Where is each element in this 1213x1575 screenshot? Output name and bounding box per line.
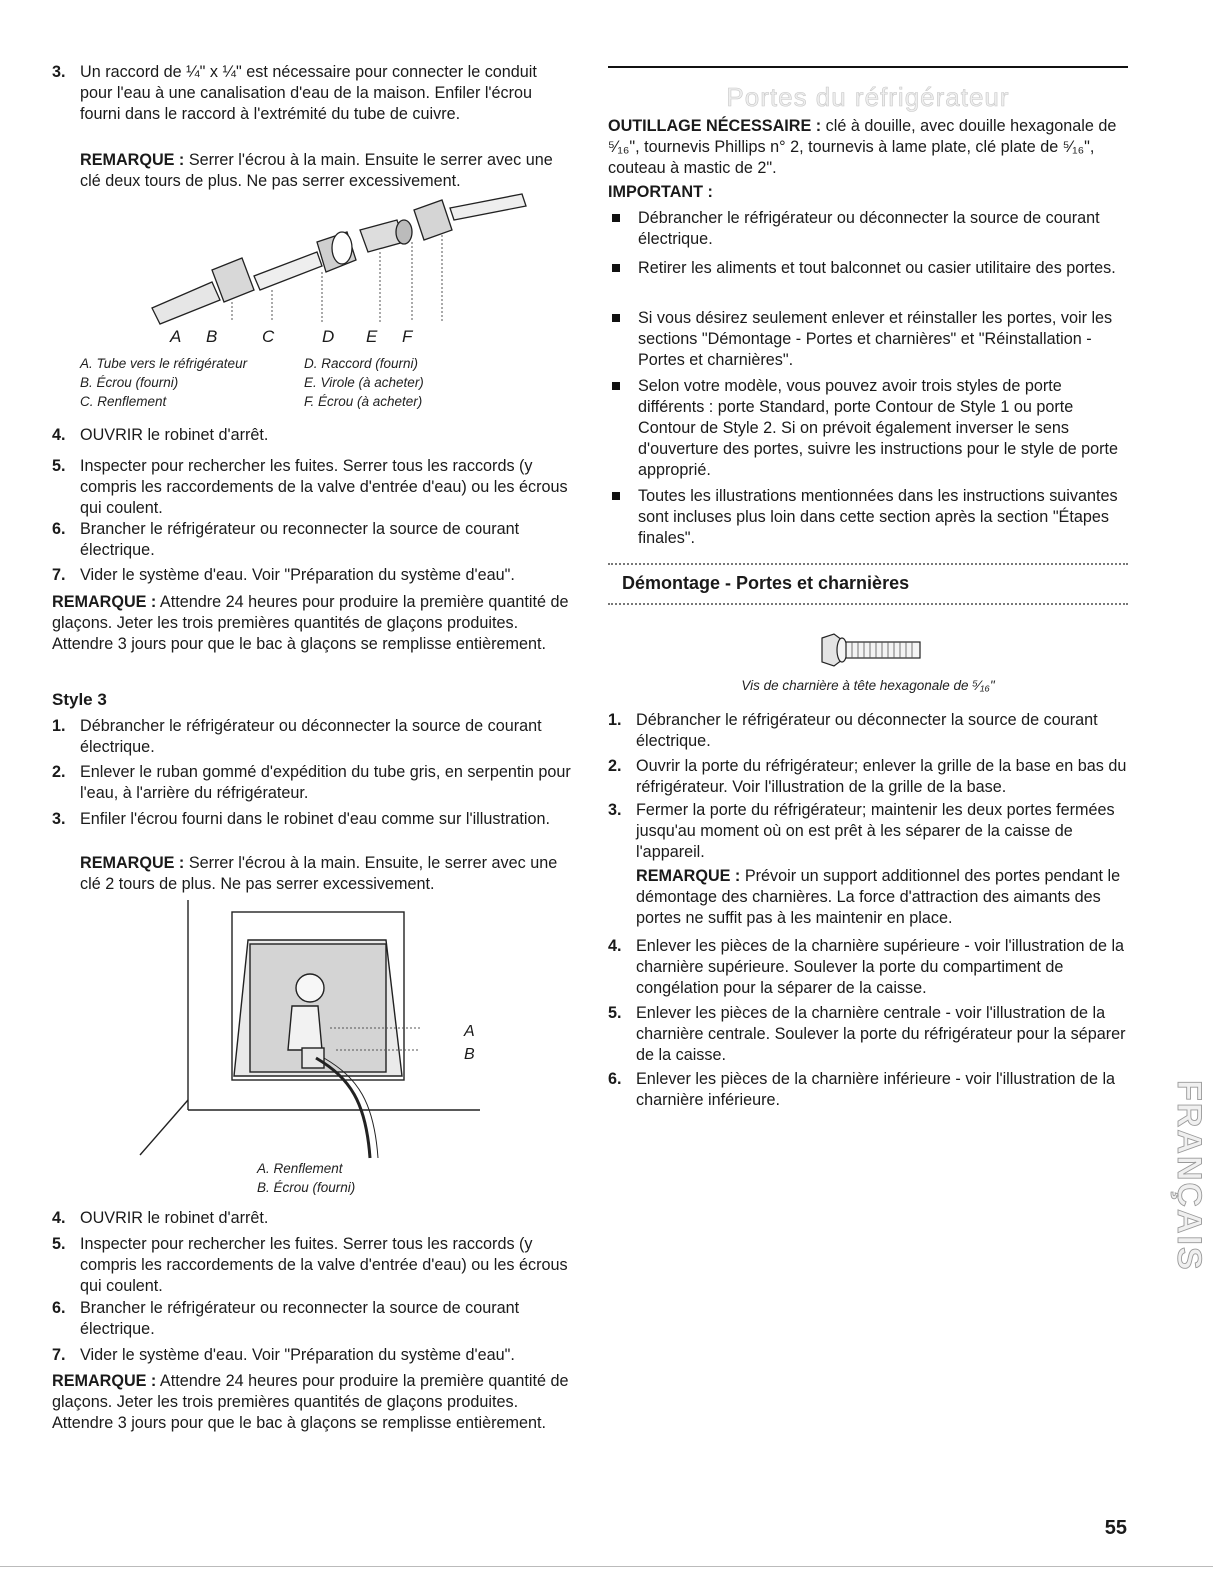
step-6b: [52, 1298, 572, 1340]
section-top-rule: [608, 66, 1128, 68]
caption-f: F. Écrou (à acheter): [304, 394, 423, 409]
step-number: 3.: [52, 63, 66, 81]
note-label: REMARQUE :: [52, 1372, 157, 1390]
step-number: 2.: [608, 757, 622, 775]
caption-b: B. Écrou (fourni): [80, 375, 179, 390]
step-number: 5.: [52, 457, 66, 475]
subheading-bottom-divider: [608, 603, 1128, 605]
step-text: Ouvrir la porte du réfrigérateur; enlever la grille de la base en bas du réfrigérateur. Voir l'illustration de la grille de la base.: [636, 757, 1127, 796]
letter-c: C: [262, 327, 275, 346]
step-7a: [52, 565, 572, 586]
important-label: IMPORTANT :: [608, 183, 713, 201]
figure-2-letter-b: B: [464, 1046, 475, 1063]
disassembly-step-5: [608, 1003, 1128, 1066]
note-text: Serrer l'écrou à la main. Ensuite le serrer avec une clé deux tours de plus. Ne pas serrer excessivement.: [80, 151, 553, 190]
step-text: Un raccord de ¼" x ¼" est nécessaire pour connecter le conduit pour l'eau à une canalisation d'eau de la maison. Enfiler l'écrou fourni dans le raccord à l'extrémité du tube de cuivre.: [80, 63, 537, 123]
step-number: 7.: [52, 1346, 66, 1364]
bullet-item: [608, 486, 1128, 549]
step-text: Brancher le réfrigérateur ou reconnecter la source de courant électrique.: [80, 520, 520, 559]
step-number: 3.: [52, 810, 66, 828]
note-text: Attendre 24 heures pour produire la première quantité de glaçons. Jeter les trois premières quantités de glaçons produites. Attendre 3 jours pour que le bac à glaçons se remplisse entièrement.: [52, 593, 569, 653]
letter-a: A: [170, 327, 182, 346]
step-5b: [52, 1234, 572, 1297]
step-3-connection: [52, 62, 572, 125]
bullet-square: [612, 382, 620, 390]
step-text: Inspecter pour rechercher les fuites. Serrer tous les raccords (y compris les raccordements de la valve d'entrée d'eau) ou les écrous qui coulent.: [80, 457, 568, 517]
style3-step-2: [52, 762, 572, 804]
note-label: REMARQUE :: [80, 151, 185, 169]
disassembly-step-4: [608, 936, 1128, 999]
style-3-heading: Style 3: [52, 690, 107, 709]
caption-renflement: A. Renflement: [257, 1161, 343, 1176]
step-text: Brancher le réfrigérateur ou reconnecter la source de courant électrique.: [80, 1299, 520, 1338]
step-number: 1.: [52, 717, 66, 735]
step-4b: [52, 1208, 572, 1229]
disassembly-step-2: [608, 756, 1128, 798]
note-text: Attendre 24 heures pour produire la première quantité de glaçons. Jeter les trois premières quantités de glaçons produites. Attendre 3 jours pour que le bac à glaçons se remplisse entièrement.: [52, 1372, 569, 1432]
step-5a: [52, 456, 572, 519]
step-number: 6.: [52, 1299, 66, 1317]
note-text: Prévoir un support additionnel des portes pendant le démontage des charnières. La force d'attraction des aimants des portes ne suffit pas à les maintenir en place.: [636, 867, 1121, 927]
section-title: Portes du réfrigérateur: [726, 82, 1010, 112]
step-number: 6.: [608, 1070, 622, 1088]
caption-a: A. Tube vers le réfrigérateur: [80, 356, 248, 371]
step-text: Enlever les pièces de la charnière supérieure - voir l'illustration de la charnière supérieure. Soulever la porte du compartiment de congélation pour la séparer de la caisse.: [636, 937, 1125, 997]
bullet-square: [612, 264, 620, 272]
note-label: REMARQUE :: [52, 593, 157, 611]
step-text: Débrancher le réfrigérateur ou déconnecter la source de courant électrique.: [80, 717, 542, 756]
bullet-square: [612, 492, 620, 500]
letter-e: E: [366, 327, 378, 346]
bullet-text: Débrancher le réfrigérateur ou déconnecter la source de courant électrique.: [638, 209, 1100, 248]
screw-caption: Vis de charnière à tête hexagonale de ⁵⁄₁₆": [741, 678, 995, 693]
note-door-support: [636, 866, 1128, 929]
caption-ecrou: B. Écrou (fourni): [257, 1180, 356, 1195]
step-number: 5.: [52, 1235, 66, 1253]
tools-text: clé à douille, avec douille hexagonale de ⁵⁄₁₆", tournevis Phillips n° 2, tournevis à lame plate, clé plate de ⁵⁄₁₆", couteau à mastic de 2".: [608, 117, 1117, 177]
bullet-item: [608, 308, 1128, 371]
note-tighten-1: [80, 150, 572, 192]
water-valve-box-illustration: [140, 900, 480, 1160]
bullet-text: Retirer les aliments et tout balconnet ou casier utilitaire des portes.: [638, 259, 1116, 277]
caption-d: D. Raccord (fourni): [304, 356, 419, 371]
disassembly-step-3: [608, 800, 1128, 863]
letter-d: D: [322, 327, 335, 346]
step-number: 4.: [52, 1209, 66, 1227]
caption-c: C. Renflement: [80, 394, 167, 409]
bullet-text: Toutes les illustrations mentionnées dans les instructions suivantes sont incluses plus loin dans cette section après la section "Étapes finales".: [638, 487, 1118, 547]
step-number: 4.: [52, 426, 66, 444]
step-text: Enlever les pièces de la charnière centrale - voir l'illustration de la charnière centrale. Soulever la porte du réfrigérateur pour la séparer de la caisse.: [636, 1004, 1126, 1064]
step-number: 3.: [608, 801, 622, 819]
step-number: 7.: [52, 566, 66, 584]
bullet-text: Selon votre modèle, vous pouvez avoir trois styles de porte différents : porte Standard, porte Contour de Style 1 ou porte Contour de Style 2. Si on prévoit également inverser le sens d'ouverture des portes, suivre les instructions pour le style de porte approprié.: [638, 377, 1118, 479]
style3-step-1: [52, 716, 572, 758]
step-6a: [52, 519, 572, 561]
step-text: Enfiler l'écrou fourni dans le robinet d'eau comme sur l'illustration.: [80, 810, 550, 828]
tools-required: [608, 116, 1128, 179]
step-text: Débrancher le réfrigérateur ou déconnecter la source de courant électrique.: [636, 711, 1098, 750]
letter-f: F: [402, 327, 413, 346]
step-text: Inspecter pour rechercher les fuites. Serrer tous les raccords (y compris les raccordements de la valve d'entrée d'eau) ou les écrous qui coulent.: [80, 1235, 568, 1295]
compression-fitting-illustration: [142, 190, 542, 330]
note-text: Serrer l'écrou à la main. Ensuite, le serrer avec une clé 2 tours de plus. Ne pas serrer excessivement.: [80, 854, 558, 893]
step-text: OUVRIR le robinet d'arrêt.: [80, 426, 269, 444]
step-text: Enlever les pièces de la charnière inférieure - voir l'illustration de la charnière inférieure.: [636, 1070, 1116, 1109]
step-number: 1.: [608, 711, 622, 729]
note-label: REMARQUE :: [80, 854, 185, 872]
step-number: 2.: [52, 763, 66, 781]
note-label: REMARQUE :: [636, 867, 741, 885]
style3-step-3: [52, 809, 572, 830]
step-number: 6.: [52, 520, 66, 538]
disassembly-step-6: [608, 1069, 1128, 1111]
step-text: Vider le système d'eau. Voir "Préparation du système d'eau".: [80, 1346, 515, 1364]
page-number: 55: [1104, 1517, 1127, 1539]
step-text: Enlever le ruban gommé d'expédition du tube gris, en serpentin pour l'eau, à l'arrière du réfrigérateur.: [80, 763, 571, 802]
language-side-tab: [1150, 1080, 1208, 1360]
step-text: Vider le système d'eau. Voir "Préparation du système d'eau".: [80, 566, 515, 584]
subheading-top-divider: [608, 563, 1128, 565]
disassembly-step-1: [608, 710, 1128, 752]
side-tab-label: FRANÇAIS: [1170, 1080, 1208, 1272]
note-tighten-2: [80, 853, 572, 895]
bullet-item: [608, 258, 1128, 279]
bullet-item: [608, 208, 1128, 250]
note-ice-1: [52, 592, 572, 655]
step-number: 4.: [608, 937, 622, 955]
bottom-edge-line: [0, 1566, 1213, 1567]
step-text: Fermer la porte du réfrigérateur; maintenir les deux portes fermées jusqu'au moment où on est prêt à les séparer de la caisse de l'appareil.: [636, 801, 1115, 861]
figure-2-letter-a: A: [464, 1023, 475, 1040]
step-text: OUVRIR le robinet d'arrêt.: [80, 1209, 269, 1227]
tools-label: OUTILLAGE NÉCESSAIRE :: [608, 117, 822, 135]
step-7b: [52, 1345, 572, 1366]
hinge-screw-icon: [818, 630, 928, 670]
subheading-disassembly: Démontage - Portes et charnières: [622, 573, 910, 593]
bullet-item: [608, 376, 1128, 481]
bullet-square: [612, 214, 620, 222]
caption-e: E. Virole (à acheter): [304, 375, 424, 390]
bullet-text: Si vous désirez seulement enlever et réinstaller les portes, voir les sections "Démontage - Portes et charnières" et "Réinstallation - Portes et charnières".: [638, 309, 1113, 369]
note-ice-2: [52, 1371, 572, 1434]
letter-b: B: [206, 327, 218, 346]
bullet-square: [612, 314, 620, 322]
step-4a: [52, 425, 572, 446]
step-number: 5.: [608, 1004, 622, 1022]
